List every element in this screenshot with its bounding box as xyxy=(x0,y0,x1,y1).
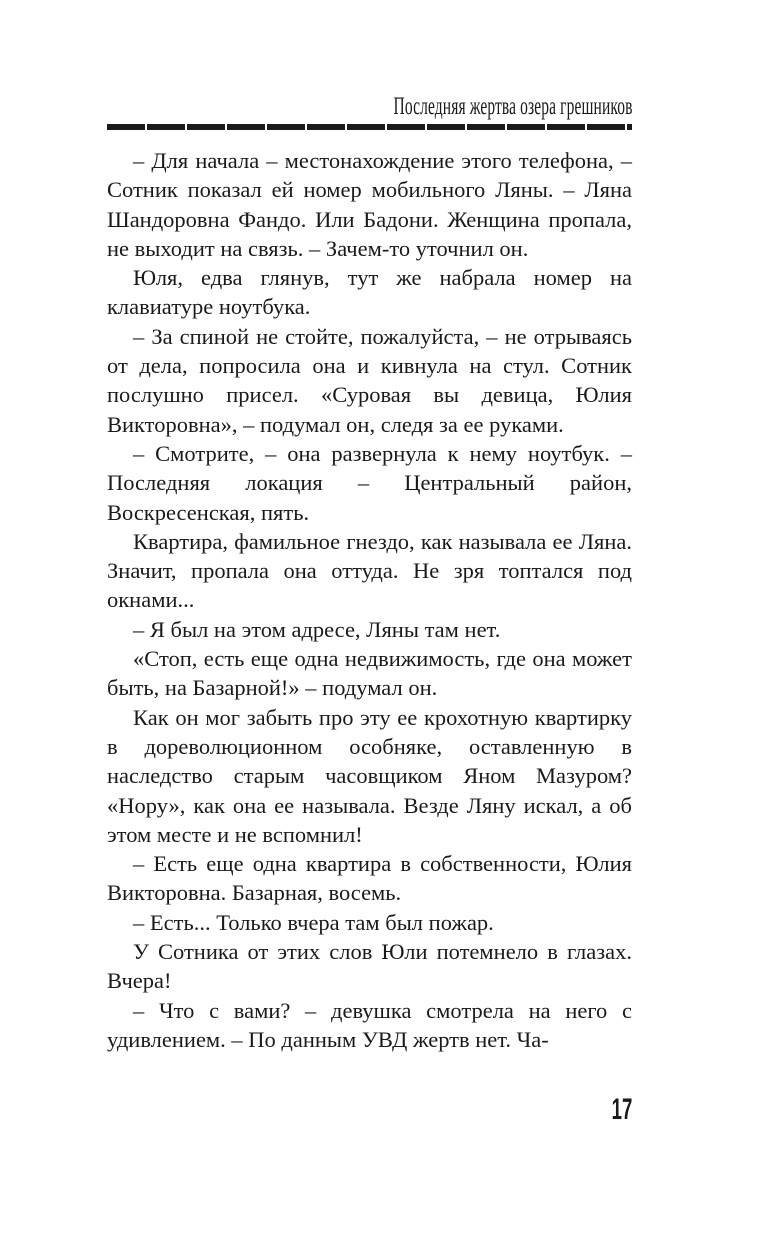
paragraph: – За спиной не стойте, пожалуйста, – не отрываясь от дела, попросила она и кивнула на стул. Сотник послушно присел. «Суровая вы девица, Юлия Викторовна», – подумал он, следя за ее руками. xyxy=(107,323,632,437)
paragraph: Квартира, фамильное гнездо, как называла ее Ляна. Значит, пропала она оттуда. Не зря топтался под окнами... xyxy=(107,528,632,613)
page-number: 17 xyxy=(611,1093,632,1126)
header-rule xyxy=(107,124,632,130)
paragraph: – Есть еще одна квартира в собственности, Юлия Викторовна. Базарная, восемь. xyxy=(107,851,632,906)
paragraph: – Что с вами? – девушка смотрела на него с удивлением. – По данным УВД жертв нет. Ча- xyxy=(107,997,632,1052)
paragraph: Как он мог забыть про эту ее крохотную квартирку в дореволюционном особняке, оставленную в наследство старым часовщиком Яном Мазуром? «Нору», как она ее называла. Везде Ляну искал, а об этом месте и не вспомнил! xyxy=(107,704,632,847)
paragraph: Юля, едва глянув, тут же набрала номер на клавиатуре ноутбука. xyxy=(107,265,632,320)
paragraph: «Стоп, есть еще одна недвижимость, где она может быть, на Базарной!» – подумал он. xyxy=(107,646,632,701)
paragraph: – Есть... Только вчера там был пожар. xyxy=(133,909,494,935)
body-text xyxy=(107,146,632,1054)
running-head: Последняя жертва озера грешников xyxy=(393,93,633,120)
paragraph: – Я был на этом адресе, Ляны там нет. xyxy=(133,616,501,642)
paragraph: – Смотрите, – она развернула к нему ноутбук. – Последняя локация – Центральный район, Воскресенская, пять. xyxy=(107,440,632,525)
paragraph: У Сотника от этих слов Юли потемнело в глазах. Вчера! xyxy=(107,939,632,994)
paragraph: – Для начала – местонахождение этого телефона, – Сотник показал ей номер мобильного Ляны. – Ляна Шандоровна Фандо. Или Бадони. Женщина пропала, не выходит на связь. – Зачем-то уточнил он. xyxy=(107,148,632,261)
